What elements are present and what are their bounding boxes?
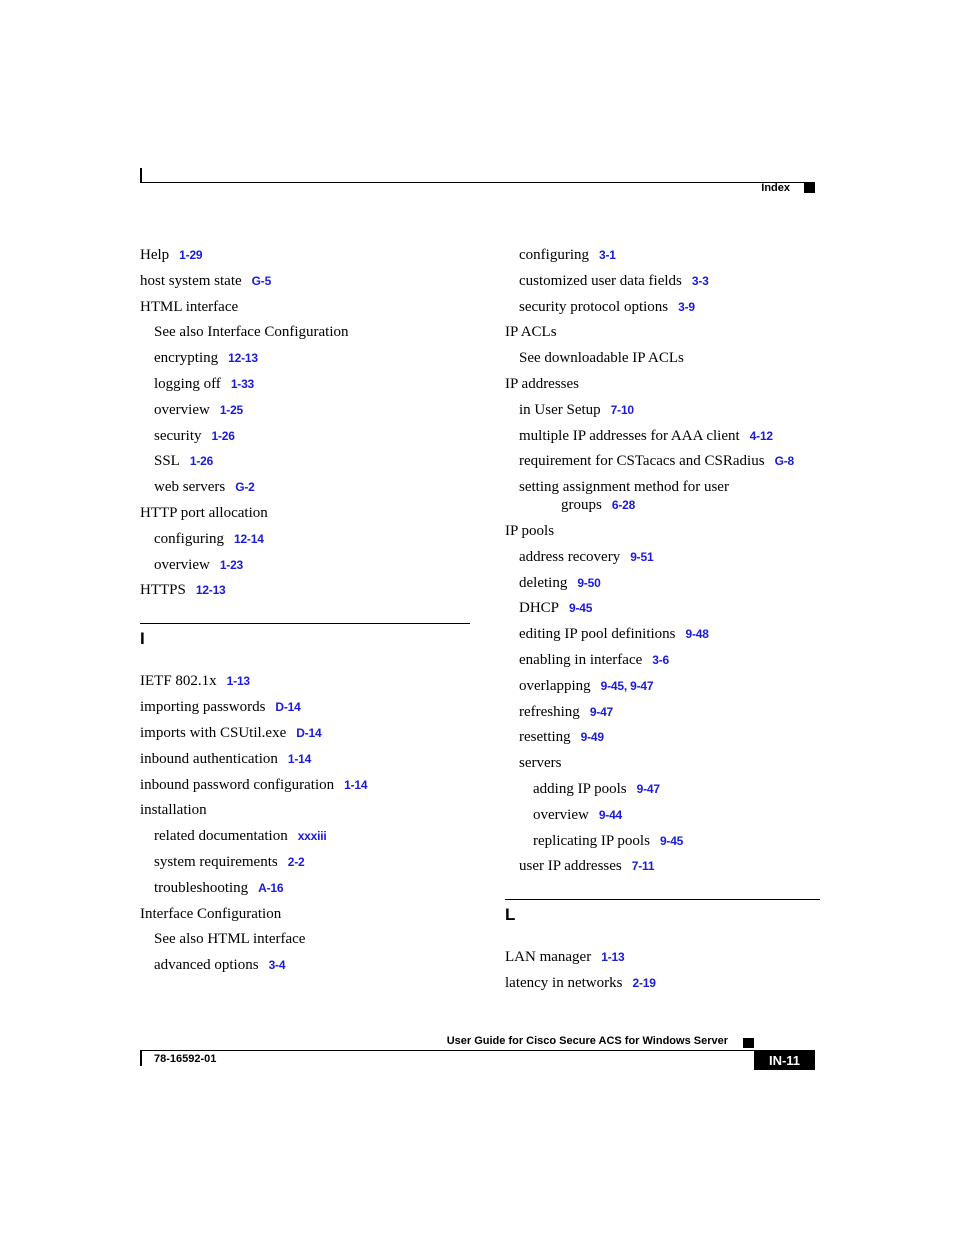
index-term: web servers [154,479,226,496]
page-reference-link[interactable]: 1-26 [211,428,235,443]
index-term: advanced options [154,957,259,974]
index-term: in User Setup [519,401,601,418]
index-term: SSL [154,453,180,470]
index-term: adding IP pools [533,780,627,797]
index-term: setting assignment method for user [519,479,729,496]
footer-square-mark [743,1038,754,1048]
index-term: IP addresses [505,375,580,392]
page-reference-link[interactable]: 6-28 [611,498,636,513]
index-entry [140,853,470,871]
page-reference-link[interactable]: 9-50 [577,575,601,590]
index-entry [505,703,820,721]
index-term: address recovery [519,548,621,565]
index-term: Help [140,247,170,263]
index-term: configuring [519,247,589,263]
index-entry [140,530,470,548]
index-entry [505,478,820,514]
index-term: multiple IP addresses for AAA client [519,427,740,444]
page-reference-link[interactable]: G-2 [235,480,255,495]
index-term: logging off [154,375,221,392]
index-term: configuring [154,530,224,547]
index-entry [140,349,470,367]
header-square-mark [804,183,815,193]
index-entry [140,427,470,445]
index-entry [140,478,470,496]
page-reference-link[interactable]: 9-47 [636,781,660,796]
footer-rule [140,1050,815,1051]
index-entry [140,879,470,897]
index-entry [505,548,820,566]
index-term: IP ACLs [505,324,557,341]
page-reference-link[interactable]: 4-12 [749,428,773,443]
page-reference-link[interactable]: 12-14 [233,531,264,546]
page-reference-link[interactable]: 12-13 [195,583,226,598]
page-reference-link[interactable]: 3-4 [268,958,286,973]
page-reference-link[interactable]: 9-45 [659,833,684,848]
index-term: IETF 802.1x [140,673,217,690]
page-reference-link[interactable]: 1-13 [601,950,625,965]
page-reference-link[interactable]: xxxiii [297,829,327,844]
index-term: deleting [519,574,568,591]
index-term: related documentation [154,828,288,845]
index-entry [140,298,470,316]
page-reference-link[interactable]: G-8 [774,454,794,469]
page-reference-link[interactable]: 3-6 [652,652,670,667]
index-entry [140,905,470,923]
index-column-right [505,246,820,1000]
index-entry [505,728,820,746]
index-term: imports with CSUtil.exe [140,724,287,741]
page-reference-link[interactable]: 1-14 [287,751,312,766]
index-entry [505,677,820,695]
index-term: security protocol options [519,298,669,315]
index-entry [140,776,470,794]
index-entry [505,246,820,264]
index-term: overview [154,556,210,573]
index-entry [505,780,820,798]
page-reference-link[interactable]: 1-29 [179,248,203,262]
index-entry [505,806,820,824]
index-term: See also Interface Configuration [154,324,349,341]
index-entry [140,556,470,574]
page-reference-link[interactable]: D-14 [275,700,301,715]
index-term: IP pools [505,522,555,539]
index-term: latency in networks [505,975,623,992]
index-entry [140,801,470,819]
index-entry [140,246,470,264]
section-rule [140,623,470,624]
page-reference-link[interactable]: 7-11 [631,859,655,874]
page-reference-link[interactable]: 3-1 [598,248,616,262]
page-reference-link[interactable]: 2-19 [632,976,656,991]
section-rule [505,899,820,900]
index-entry [140,827,470,845]
index-entry [505,754,820,772]
index-entry [505,625,820,643]
index-term: LAN manager [505,949,592,966]
header-title: Index [761,182,790,194]
index-term: See downloadable IP ACLs [519,350,684,367]
page-reference-link[interactable]: 1-13 [226,674,250,689]
index-entry [505,298,820,316]
page-reference-link[interactable]: 9-47 [589,704,614,719]
footer-left-bar [140,1050,142,1066]
index-entry [505,452,820,470]
page-reference-link[interactable]: 1-33 [230,376,255,391]
index-entry [505,948,820,966]
page-reference-link[interactable]: 7-10 [610,402,634,417]
index-term-continuation-text: groups [561,497,602,514]
top-left-bar [140,168,142,183]
index-term: security [154,427,202,444]
section-letter: L [505,905,516,925]
index-term: customized user data fields [519,272,682,289]
index-entry [505,574,820,592]
index-entry [505,974,820,992]
index-entry [140,724,470,742]
index-entry [505,599,820,617]
index-term: inbound password configuration [140,776,335,793]
index-term: overlapping [519,677,591,694]
index-term: enabling in interface [519,651,643,668]
index-term: editing IP pool definitions [519,626,676,643]
index-term: importing passwords [140,699,266,716]
index-entry [505,375,820,393]
index-entry [505,272,820,290]
index-entry [140,272,470,290]
index-term: See also HTML interface [154,931,306,948]
index-term: replicating IP pools [533,832,650,849]
index-term: HTTPS [140,582,186,599]
index-entry [140,452,470,470]
index-term-continuation [519,496,820,514]
index-term: encrypting [154,350,219,367]
page-reference-link[interactable]: 1-26 [189,454,214,469]
index-entry [505,349,820,367]
index-entry [505,323,820,341]
index-term: resetting [519,729,571,746]
index-term: servers [519,755,562,772]
index-entry [505,522,820,540]
index-entry [140,401,470,419]
index-term: HTML interface [140,298,239,315]
index-entry [140,698,470,716]
index-column-left [140,246,470,982]
footer-page-number: IN-11 [754,1051,815,1070]
index-entry [140,930,470,948]
index-term: system requirements [154,853,278,870]
page-reference-link[interactable]: 1-25 [219,402,244,417]
page-reference-link[interactable]: 12-13 [228,351,258,366]
page-reference-link[interactable]: 1-14 [344,777,368,792]
index-term: HTTP port allocation [140,504,268,521]
page-reference-link[interactable]: 2-2 [287,854,305,869]
page-reference-link[interactable]: 9-49 [580,730,604,745]
index-entry [140,672,470,690]
index-entry [505,651,820,669]
index-term: inbound authentication [140,750,278,767]
index-entry [505,832,820,850]
index-entry [505,401,820,419]
index-term: overview [533,806,589,823]
page-reference-link[interactable]: 9-45 [569,601,593,616]
page-reference-link[interactable]: 3-9 [678,299,695,314]
page-reference-link[interactable]: 1-23 [219,557,244,572]
index-term: requirement for CSTacacs and CSRadius [519,453,765,470]
page-reference-link[interactable]: 3-3 [691,273,709,288]
page-reference-link[interactable]: A-16 [258,880,284,895]
index-entry [140,956,470,974]
index-term: overview [154,401,210,418]
index-entry [140,581,470,599]
index-term: installation [140,802,207,819]
page-reference-link[interactable]: G-5 [251,273,272,288]
page-reference-link[interactable]: D-14 [296,725,322,740]
index-entry [505,857,820,875]
page-reference-link[interactable]: 9-51 [630,549,654,564]
footer-doc-number: 78-16592-01 [154,1053,217,1065]
index-entry [505,427,820,445]
page-reference-link[interactable]: 9-44 [598,807,623,822]
index-entry [140,375,470,393]
section-letter: I [140,629,145,649]
index-term: troubleshooting [154,879,249,896]
index-entry [140,504,470,522]
index-term: refreshing [519,703,580,720]
footer-book-title: User Guide for Cisco Secure ACS for Windows Server [446,1035,728,1047]
index-entry [140,323,470,341]
page-reference-link[interactable]: 9-45, 9-47 [600,678,654,693]
index-entry [140,750,470,768]
index-term: host system state [140,272,242,289]
page-reference-link[interactable]: 9-48 [685,627,709,642]
index-term: Interface Configuration [140,905,282,922]
index-term: DHCP [519,600,560,617]
index-term: user IP addresses [519,858,622,875]
